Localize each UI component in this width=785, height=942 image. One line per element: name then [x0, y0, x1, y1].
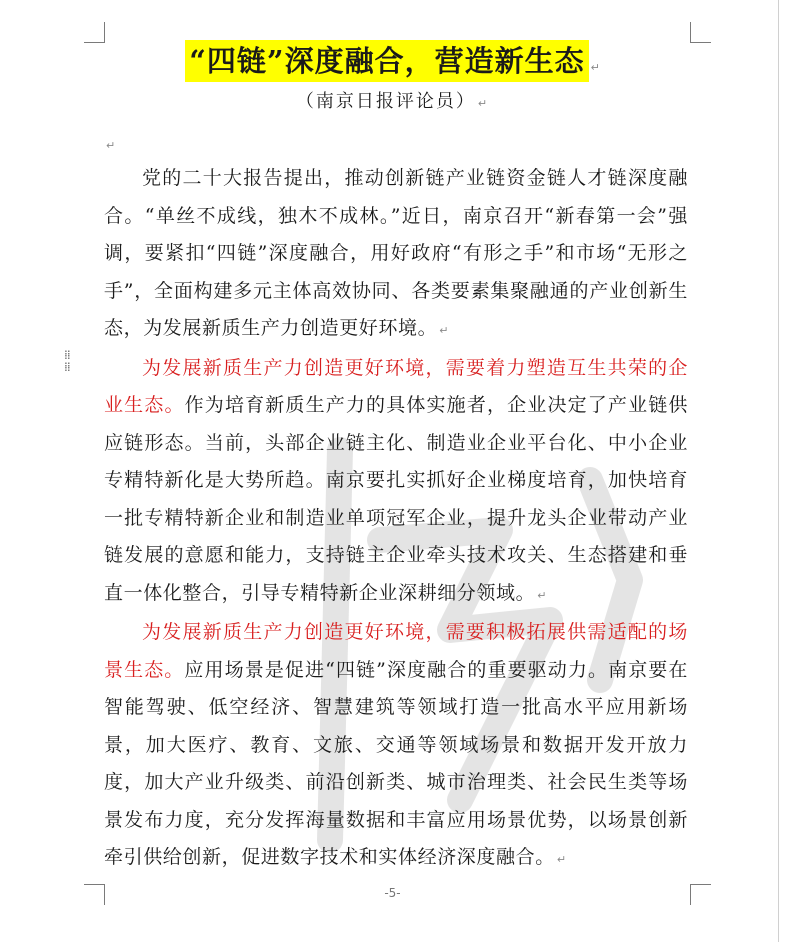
paragraph-text: 应用场景是促进“四链”深度融合的重要驱动力。南京要在智能驾驶、低空经济、智慧建筑等领域打造一批高水平应用新场景，加大医疗、教育、文旅、交通等领域场景和数据开发开放力度，加大产业升级类、前沿创新类、城市治理类、社会民生类等场景发布力度，充分发挥海量数据和丰富应用场景优势，以场景创新牵引供给创新，促进数字技术和实体经济深度融合。	[104, 658, 689, 868]
document-title: “四链”深度融合，营造新生态	[185, 40, 588, 82]
paragraph-mark-icon: ↵	[590, 61, 600, 74]
paragraph-mark-icon: ↵	[439, 324, 450, 337]
paragraph-1	[104, 160, 688, 350]
page-edge	[778, 0, 779, 942]
paragraph-mark-icon: ↵	[556, 853, 567, 866]
document-body	[104, 160, 688, 879]
paragraph-text: 党的二十大报告提出，推动创新链产业链资金链人才链深度融合。“单丝不成线，独木不成林。”近日，南京召开“新春第一会”强调，要紧扣“四链”深度融合，用好政府“有形之手”和市场“无形之手”，全面构建多元主体高效协同、各类要素集聚融通的产业创新生态，为发展新质生产力创造更好环境。	[104, 167, 688, 339]
empty-paragraph	[104, 134, 115, 153]
page-number: -5-	[384, 886, 401, 900]
paragraph-mark-icon: ↵	[537, 588, 548, 602]
paragraph-2	[104, 350, 688, 615]
title-container	[0, 40, 785, 82]
paragraph-mark-icon: ↵	[477, 97, 490, 110]
paragraph-lead-emphasis: 为发展新质生产力创造更好环境，需要着力塑造互生共荣的企业生态。	[104, 356, 688, 416]
subtitle-text: （南京日报评论员）	[295, 91, 476, 112]
paragraph-mark-icon: ↵	[106, 139, 116, 152]
drag-handle-icon[interactable]: ⁞⁞ ⁞⁞	[64, 348, 70, 374]
document-subtitle	[0, 90, 785, 116]
paragraph-lead-emphasis: 为发展新质生产力创造更好环境，需要积极拓展供需适配的场景生态。	[104, 621, 688, 681]
paragraph-text: 作为培育新质生产力的具体实施者，企业决定了产业链供应链形态。当前，头部企业链主化、制造业企业平台化、中小企业专精特新化是大势所趋。南京要扎实抓好企业梯度培育，加快培育一批专精特新企业和制造业单项冠军企业，提升龙头企业带动产业链发展的意愿和能力，支持链主企业牵头技术攻关、生态搭建和垂直一体化整合，引导专精特新企业深耕细分领域。	[104, 394, 688, 604]
paragraph-3	[104, 614, 688, 879]
